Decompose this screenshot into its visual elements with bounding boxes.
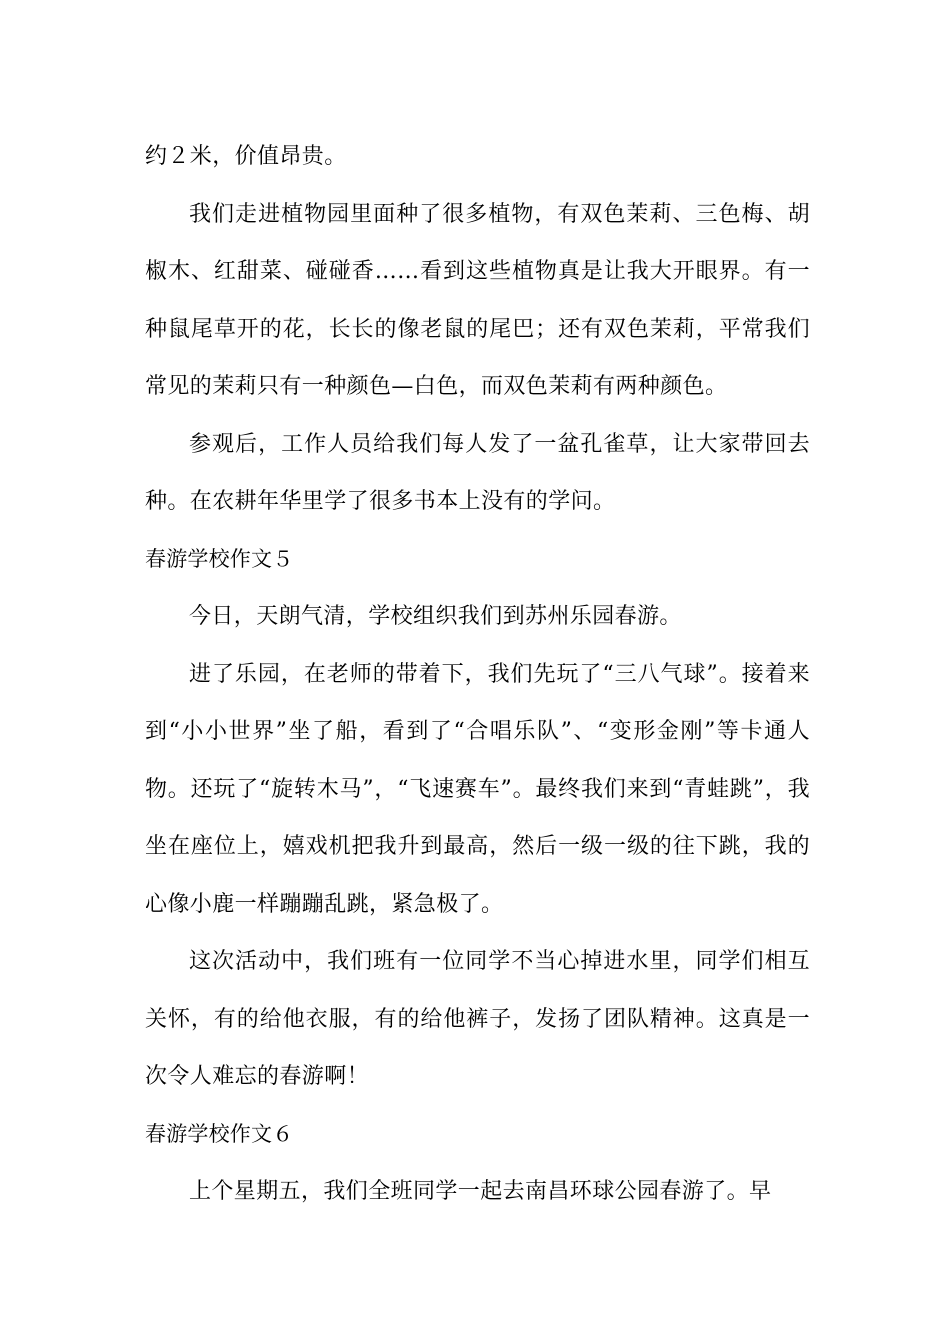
- paragraph-botanical-garden: 我们走进植物园里面种了很多植物，有双色茉莉、三色梅、胡椒木、红甜菜、碰碰香……看到这些植物真是让我大开眼界。有一种鼠尾草开的花，长长的像老鼠的尾巴；还有双色茉莉，平常我们常见的茉莉只有一种颜色—白色，而双色茉莉有两种颜色。: [145, 201, 810, 399]
- paragraph-continued: 约２米，价值昂贵。: [145, 144, 347, 169]
- paragraph-essay-5-rides: 进了乐园，在老师的带着下，我们先玩了“三八气球”。接着来到“小小世界”坐了船，看到了“合唱乐队”、“变形金刚”等卡通人物。还玩了“旋转木马”，“飞速赛车”。最终我们来到“青蛙跳”，我坐在座位上，嬉戏机把我升到最高，然后一级一级的往下跳，我的心像小鹿一样蹦蹦乱跳，紧急极了。: [145, 661, 810, 917]
- paragraph-essay-6-intro: 上个星期五，我们全班同学一起去南昌环球公园春游了。早: [189, 1179, 772, 1204]
- document-body: [145, 128, 810, 1221]
- paragraph-essay-5-teamwork: 这次活动中，我们班有一位同学不当心掉进水里，同学们相互关怀，有的给他衣服，有的给他裤子，发扬了团队精神。这真是一次令人难忘的春游啊！: [145, 949, 810, 1089]
- paragraph-after-visit: 参观后，工作人员给我们每人发了一盆孔雀草，让大家带回去种。在农耕年华里学了很多书本上没有的学问。: [145, 431, 810, 514]
- section-heading-essay-6: 春游学校作文６: [145, 1121, 294, 1146]
- section-heading-essay-5: 春游学校作文５: [145, 546, 294, 571]
- paragraph-essay-5-intro: 今日，天朗气清，学校组织我们到苏州乐园春游。: [189, 604, 682, 629]
